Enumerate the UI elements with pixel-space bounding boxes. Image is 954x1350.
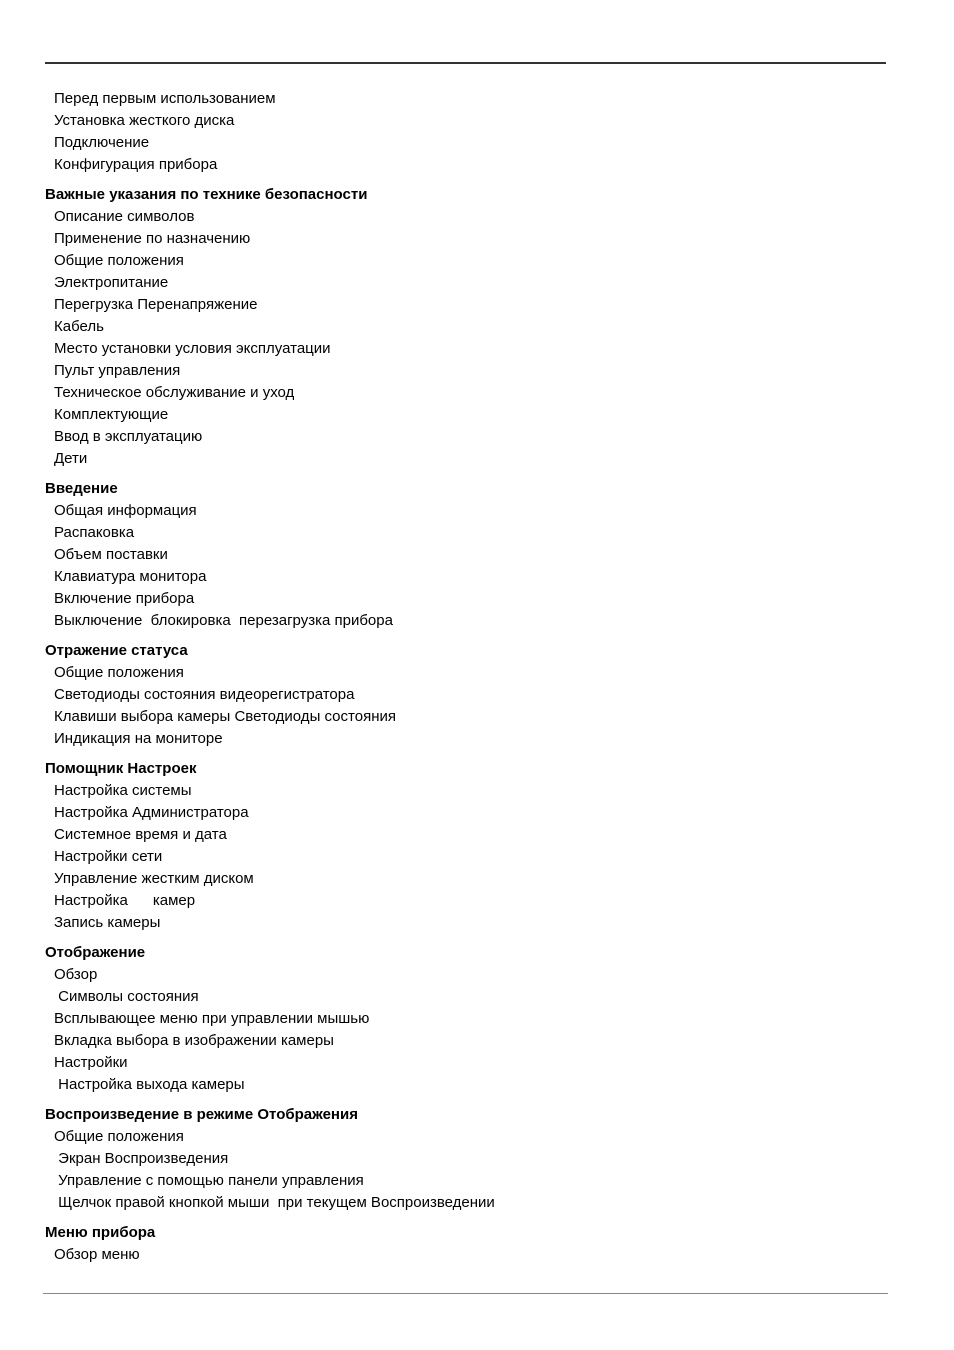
toc-entry[interactable]: Системное время и дата (54, 826, 227, 843)
toc-entry[interactable]: Установка жесткого диска (54, 112, 235, 129)
toc-section (45, 184, 865, 470)
toc-entry[interactable]: Экран Воспроизведения (54, 1150, 229, 1167)
section-heading[interactable]: Помощник Настроек (45, 760, 197, 777)
toc-entry[interactable]: Общие положения (54, 252, 184, 269)
toc-section (45, 640, 865, 750)
toc-entry[interactable]: Всплывающее меню при управлении мышью (54, 1010, 370, 1027)
toc-entry[interactable]: Настройки (54, 1054, 128, 1071)
toc-entry[interactable]: Место установки условия эксплуатации (54, 340, 331, 357)
toc-entry[interactable]: Вкладка выбора в изображении камеры (54, 1032, 334, 1049)
section-heading[interactable]: Отображение (45, 944, 146, 961)
toc-section (45, 1222, 865, 1266)
toc-entry[interactable]: Включение прибора (54, 590, 195, 607)
section-heading[interactable]: Важные указания по технике безопасности (45, 186, 368, 203)
toc-entry[interactable]: Настройка выхода камеры (54, 1076, 245, 1093)
toc-entry[interactable]: Кабель (54, 318, 104, 335)
toc-entry-list (45, 1244, 865, 1266)
toc-entry-list (45, 88, 865, 176)
toc-entry[interactable]: Управление с помощью панели управления (54, 1172, 364, 1189)
toc-entry[interactable]: Общие положения (54, 664, 184, 681)
toc-entry[interactable]: Клавиатура монитора (54, 568, 207, 585)
toc-entry[interactable]: Клавиши выбора камеры Светодиоды состояния (54, 708, 396, 725)
section-heading[interactable]: Отражение статуса (45, 642, 188, 659)
toc-entry-list (45, 206, 865, 470)
toc-entry[interactable]: Обзор (54, 966, 98, 983)
toc-entry[interactable]: Настройка камер (54, 892, 196, 909)
toc-entry[interactable]: Перед первым использованием (54, 90, 276, 107)
toc-section (45, 758, 865, 934)
toc-entry[interactable]: Настройки сети (54, 848, 163, 865)
toc-entry[interactable]: Настройка Администратора (54, 804, 249, 821)
toc-entry[interactable]: Применение по назначению (54, 230, 251, 247)
section-heading[interactable]: Введение (45, 480, 118, 497)
toc-entry[interactable]: Обзор меню (54, 1246, 140, 1263)
toc-entry[interactable]: Выключение блокировка перезагрузка прибора (54, 612, 393, 629)
toc-entry[interactable]: Запись камеры (54, 914, 161, 931)
toc-entry[interactable]: Дети (54, 450, 88, 467)
toc-entry[interactable]: Щелчок правой кнопкой мыши при текущем Воспроизведении (54, 1194, 495, 1211)
toc-entry-list (45, 1126, 865, 1214)
toc-entry-list (45, 780, 865, 934)
toc-section (45, 942, 865, 1096)
toc-entry[interactable]: Распаковка (54, 524, 135, 541)
toc-entry[interactable]: Символы состояния (54, 988, 199, 1005)
toc-entry[interactable]: Общая информация (54, 502, 197, 519)
toc-entry[interactable]: Ввод в эксплуатацию (54, 428, 203, 445)
toc-section (45, 88, 865, 176)
toc-entry-list (45, 662, 865, 750)
header-divider (45, 62, 886, 64)
toc-entry[interactable]: Управление жестким диском (54, 870, 254, 887)
toc-entry[interactable]: Объем поставки (54, 546, 168, 563)
toc-entry[interactable]: Светодиоды состояния видеорегистратора (54, 686, 355, 703)
toc-entry[interactable]: Перегрузка Перенапряжение (54, 296, 258, 313)
footer-divider (43, 1293, 888, 1294)
toc-entry-list (45, 964, 865, 1096)
toc-entry[interactable]: Настройка системы (54, 782, 192, 799)
section-heading[interactable]: Воспроизведение в режиме Отображения (45, 1106, 358, 1123)
toc-entry[interactable]: Описание символов (54, 208, 195, 225)
toc-entry[interactable]: Подключение (54, 134, 150, 151)
table-of-contents (45, 88, 865, 1266)
toc-entry[interactable]: Комплектующие (54, 406, 169, 423)
toc-section (45, 478, 865, 632)
toc-entry[interactable]: Индикация на мониторе (54, 730, 223, 747)
toc-entry[interactable]: Техническое обслуживание и уход (54, 384, 295, 401)
toc-entry-list (45, 500, 865, 632)
toc-entry[interactable]: Пульт управления (54, 362, 181, 379)
section-heading[interactable]: Меню прибора (45, 1224, 156, 1241)
toc-entry[interactable]: Конфигурация прибора (54, 156, 218, 173)
toc-section (45, 1104, 865, 1214)
toc-entry[interactable]: Электропитание (54, 274, 169, 291)
toc-entry[interactable]: Общие положения (54, 1128, 184, 1145)
